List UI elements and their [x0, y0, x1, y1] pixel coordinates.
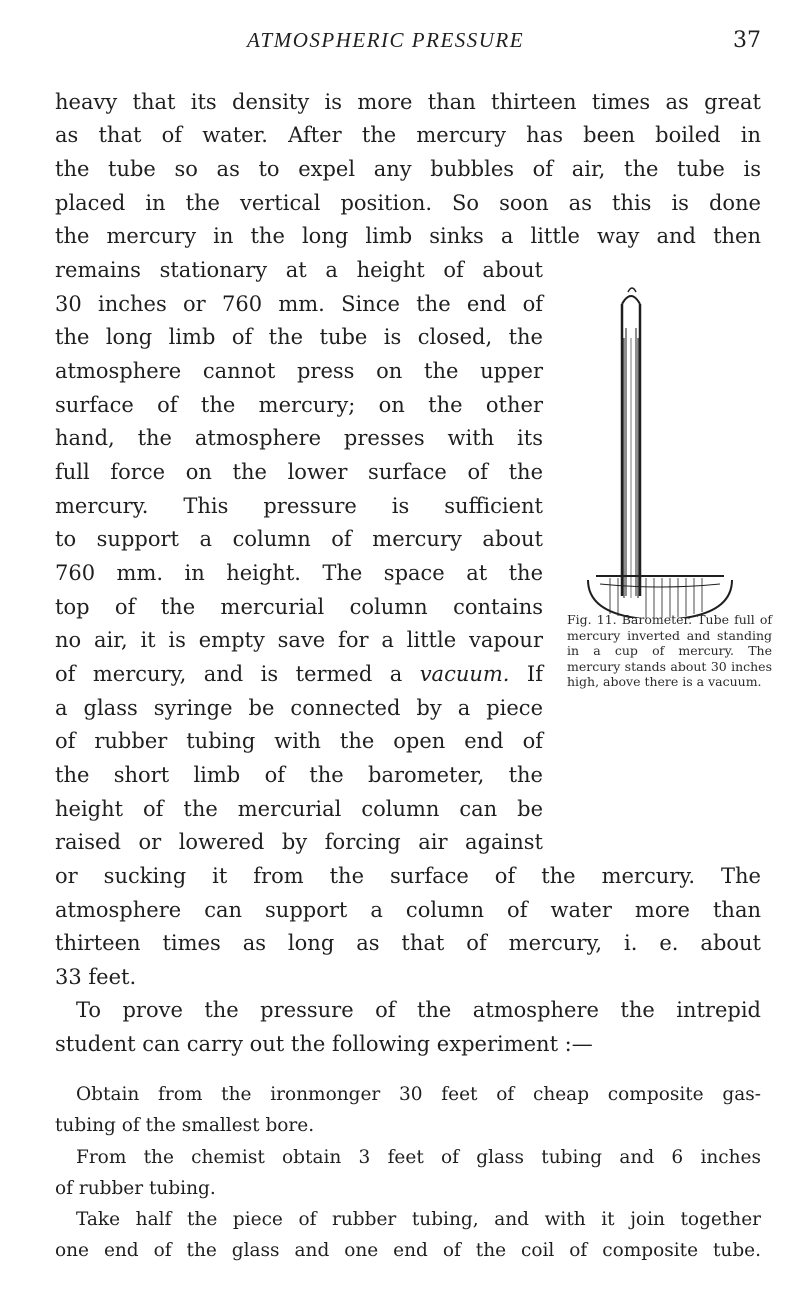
body-line: remains stationary at a height of about	[55, 258, 543, 282]
body-line: heavy that its density is more than thirteen times as great	[55, 90, 761, 114]
instruction-line: of rubber tubing.	[55, 1178, 216, 1199]
body-line: the mercury in the long limb sinks a little way and then	[55, 224, 761, 248]
body-line: To prove the pressure of the atmosphere the intrepid	[76, 998, 761, 1022]
body-line: placed in the vertical position. So soon as this is done	[55, 191, 761, 215]
instruction-line: Take half the piece of rubber tubing, and with it join together	[76, 1209, 761, 1230]
body-line	[55, 664, 543, 685]
body-line: hand, the atmosphere presses with its	[55, 426, 543, 450]
body-line: to support a column of mercury about	[55, 527, 543, 551]
body-line: mercury. This pressure is sufficient	[55, 494, 543, 518]
body-line-text: If	[509, 662, 543, 686]
body-line-text: of mercury, and is termed a	[55, 662, 420, 686]
instruction-line: Obtain from the ironmonger 30 feet of cheap composite gas-	[76, 1084, 761, 1105]
barometer-illustration	[560, 278, 760, 618]
body-line: full force on the lower surface of the	[55, 460, 543, 484]
instruction-line: From the chemist obtain 3 feet of glass tubing and 6 inches	[76, 1147, 761, 1168]
body-line: a glass syringe be connected by a piece	[55, 696, 543, 720]
body-line: 33 feet.	[55, 965, 137, 989]
body-line: the short limb of the barometer, the	[55, 763, 543, 787]
body-line: top of the mercurial column contains	[55, 595, 543, 619]
body-line: the tube so as to expel any bubbles of air, the tube is	[55, 157, 761, 181]
figure-caption: Fig. 11. Barometer. Tube full of mercury inverted and standing in a cup of mercury. The mercury stands about 30 inches high, above there is a vacuum.	[567, 612, 772, 689]
page-header	[0, 28, 801, 58]
body-line: surface of the mercury; on the other	[55, 393, 543, 417]
body-line: as that of water. After the mercury has been boiled in	[55, 123, 761, 147]
body-line: student can carry out the following experiment :—	[55, 1032, 593, 1056]
instruction-line: tubing of the smallest bore.	[55, 1115, 315, 1136]
body-line: atmosphere cannot press on the upper	[55, 359, 543, 383]
page-number: 37	[733, 28, 761, 53]
instruction-line: one end of the glass and one end of the coil of composite tube.	[55, 1240, 761, 1261]
body-line: or sucking it from the surface of the mercury. The	[55, 864, 761, 888]
body-line: 30 inches or 760 mm. Since the end of	[55, 292, 543, 316]
body-line: the long limb of the tube is closed, the	[55, 325, 543, 349]
body-line: 760 mm. in height. The space at the	[55, 561, 543, 585]
body-line: thirteen times as long as that of mercury, i. e. about	[55, 931, 761, 955]
body-line: of rubber tubing with the open end of	[55, 729, 543, 753]
vacuum-term: vacuum.	[419, 662, 510, 686]
running-title: ATMOSPHERIC PRESSURE	[247, 28, 525, 52]
body-line: height of the mercurial column can be	[55, 797, 543, 821]
body-line: no air, it is empty save for a little vapour	[55, 628, 543, 652]
body-line: raised or lowered by forcing air against	[55, 830, 543, 854]
body-line: atmosphere can support a column of water more than	[55, 898, 761, 922]
